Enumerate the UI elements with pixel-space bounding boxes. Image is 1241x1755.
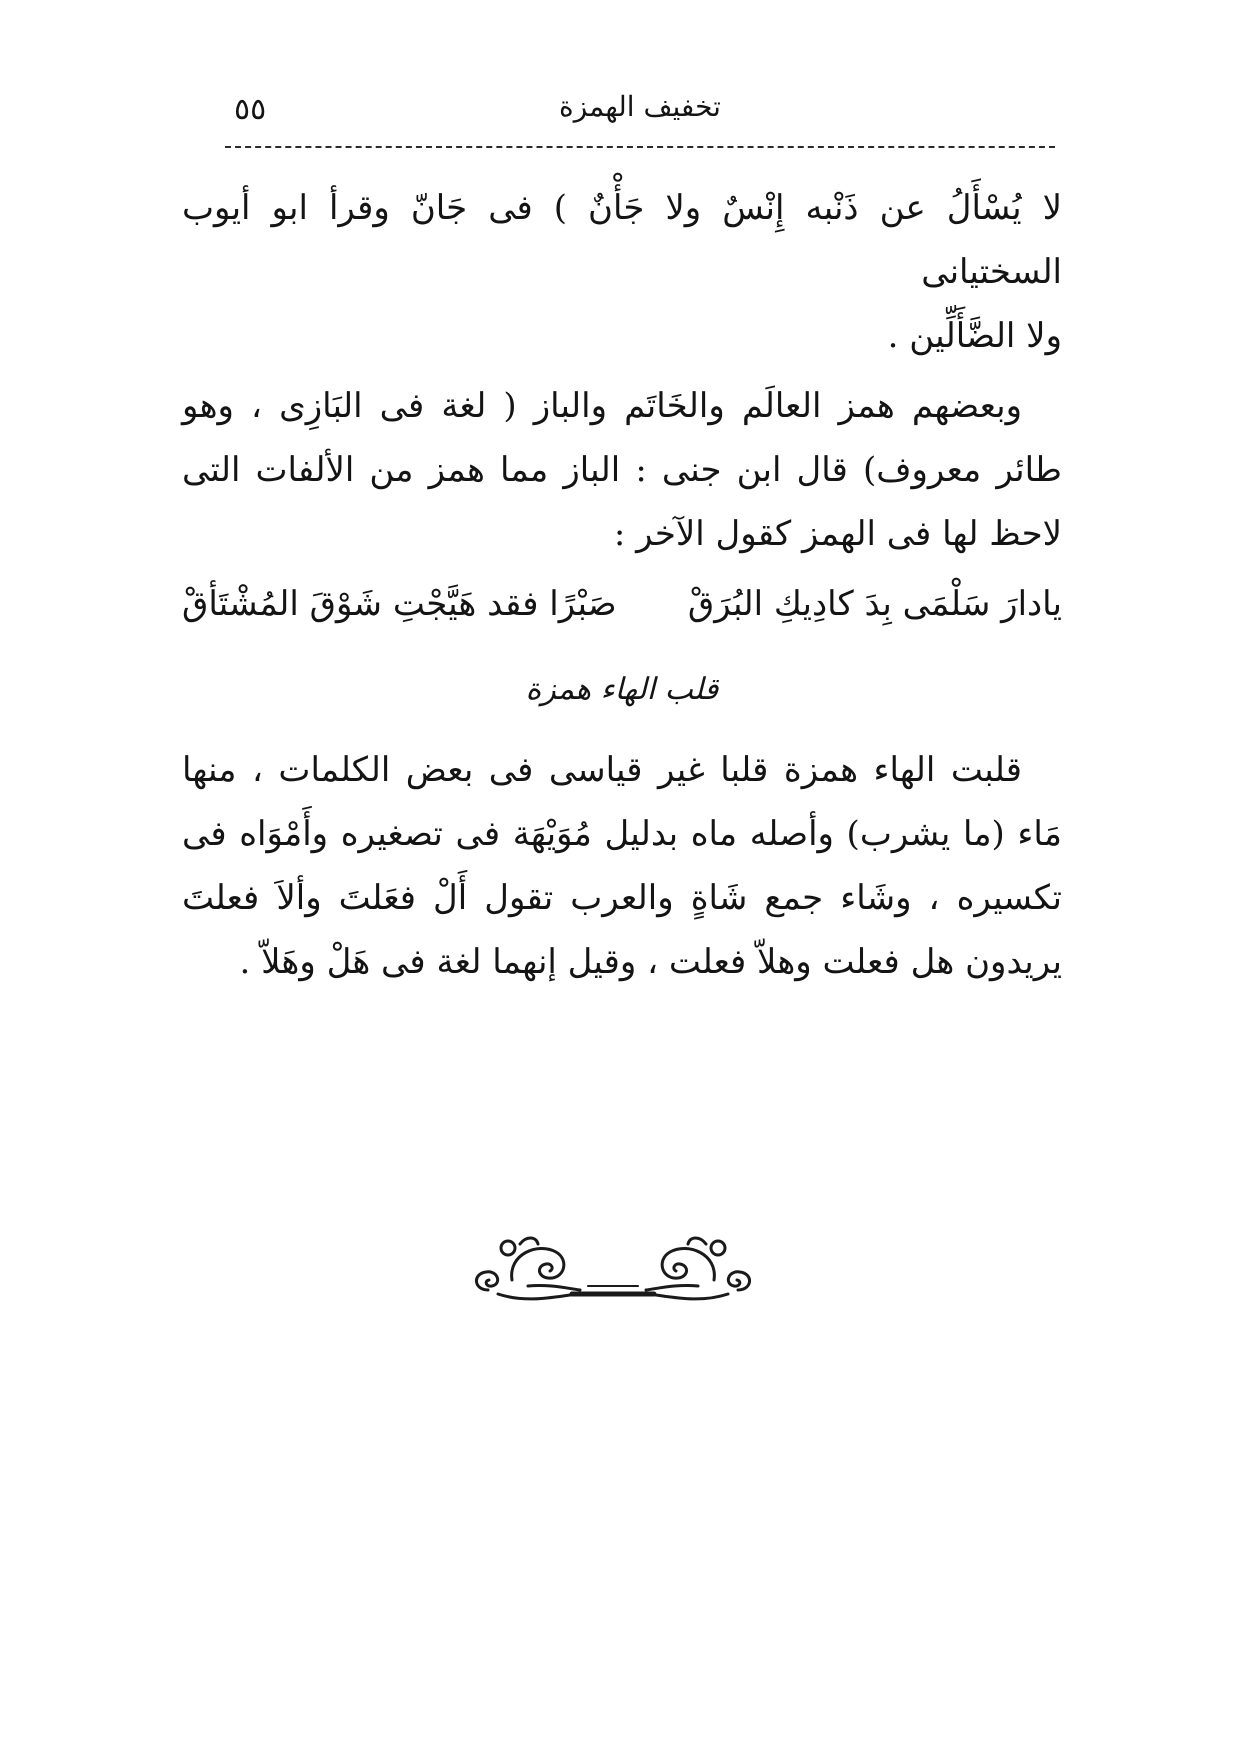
paragraph-1-line-1: لا يُسْأَلُ عن ذَنْبه إِنْسٌ ولا جَأْنٌ ) فى جَانّ وقرأ ابو أيوب السختيانى bbox=[182, 188, 1062, 292]
fleuron-ornament bbox=[468, 1224, 758, 1316]
page-number: ٥٥ bbox=[234, 92, 267, 127]
paragraph-2: وبعضهم همز العالَم والخَاتَم والباز ( لغة فى البَازِى ، وهو طائر معروف) قال ابن جنى : الباز مما همز من الألفات التى لاحظ لها فى الهمز كقول الآخر : bbox=[182, 386, 1062, 554]
section-heading: قلب الهاء همزة bbox=[525, 672, 719, 707]
running-title: تخفيف الهمزة bbox=[559, 90, 721, 123]
body-text bbox=[182, 176, 1062, 994]
verse-first-hemistich: يادارَ سَلْمَى بِدَ كادِيكِ البُرَقْ bbox=[687, 584, 1062, 624]
running-header bbox=[220, 88, 1060, 138]
paragraph-1-line-2: ولا الضَّأَلِّين . bbox=[887, 316, 1062, 356]
verse-second-hemistich: صَبْرًا فقد هَيَّجْتِ شَوْقَ المُشْتَأقْ bbox=[182, 584, 617, 624]
paragraph-1 bbox=[182, 176, 1062, 368]
poetry-verse bbox=[182, 572, 1062, 636]
header-rule bbox=[225, 146, 1055, 148]
section-paragraph: قلبت الهاء همزة قلبا غير قياسى فى بعض الكلمات ، منها مَاء (ما يشرب) وأصله ماه بدليل مُوَيْهَة فى تصغيره وأَمْوَاه فى تكسيره ، وشَاء جمع شَاةٍ والعرب تقول أَلْ فعَلتَ وألاَ فعلتَ يريدون هل فعلت وهلاّ فعلت ، وقيل إنهما لغة فى هَلْ وهَلاّ . bbox=[182, 750, 1062, 982]
